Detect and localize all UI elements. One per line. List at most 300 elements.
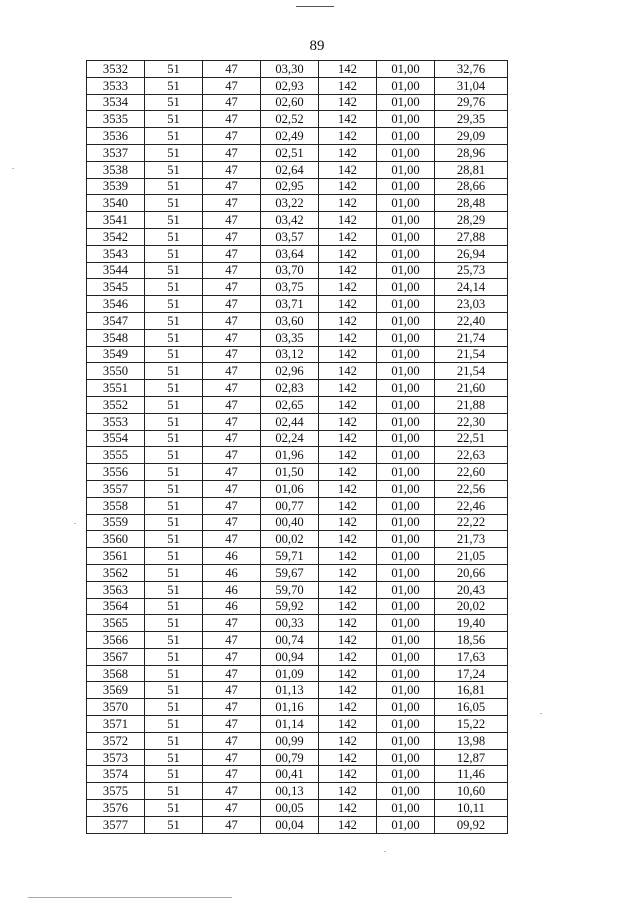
table-row bbox=[87, 632, 508, 649]
col2-cell: 51 bbox=[145, 212, 203, 229]
col3-cell: 47 bbox=[203, 380, 261, 397]
col3-cell: 47 bbox=[203, 296, 261, 313]
col7-cell: 21,54 bbox=[435, 346, 508, 363]
col4-cell: 03,71 bbox=[261, 296, 319, 313]
col2-cell: 51 bbox=[145, 665, 203, 682]
id-cell: 3533 bbox=[87, 77, 145, 94]
col3-cell: 47 bbox=[203, 447, 261, 464]
col2-cell: 51 bbox=[145, 128, 203, 145]
col4-cell: 00,99 bbox=[261, 732, 319, 749]
col6-cell: 01,00 bbox=[377, 413, 435, 430]
col2-cell: 51 bbox=[145, 61, 203, 78]
table-row bbox=[87, 447, 508, 464]
col7-cell: 29,35 bbox=[435, 111, 508, 128]
col3-cell: 47 bbox=[203, 783, 261, 800]
table-row bbox=[87, 783, 508, 800]
col3-cell: 47 bbox=[203, 430, 261, 447]
col2-cell: 51 bbox=[145, 564, 203, 581]
col4-cell: 03,64 bbox=[261, 245, 319, 262]
table-row bbox=[87, 749, 508, 766]
col5-cell: 142 bbox=[319, 296, 377, 313]
table-row bbox=[87, 144, 508, 161]
col3-cell: 47 bbox=[203, 262, 261, 279]
table-row bbox=[87, 480, 508, 497]
id-cell: 3543 bbox=[87, 245, 145, 262]
col7-cell: 22,30 bbox=[435, 413, 508, 430]
col7-cell: 21,88 bbox=[435, 396, 508, 413]
col2-cell: 51 bbox=[145, 279, 203, 296]
col3-cell: 47 bbox=[203, 128, 261, 145]
col5-cell: 142 bbox=[319, 447, 377, 464]
id-cell: 3572 bbox=[87, 732, 145, 749]
col2-cell: 51 bbox=[145, 380, 203, 397]
col5-cell: 142 bbox=[319, 413, 377, 430]
id-cell: 3560 bbox=[87, 531, 145, 548]
col7-cell: 21,74 bbox=[435, 329, 508, 346]
col4-cell: 02,65 bbox=[261, 396, 319, 413]
col6-cell: 01,00 bbox=[377, 380, 435, 397]
col3-cell: 47 bbox=[203, 615, 261, 632]
col6-cell: 01,00 bbox=[377, 531, 435, 548]
col2-cell: 51 bbox=[145, 581, 203, 598]
col3-cell: 47 bbox=[203, 665, 261, 682]
col3-cell: 47 bbox=[203, 195, 261, 212]
col3-cell: 47 bbox=[203, 245, 261, 262]
col2-cell: 51 bbox=[145, 800, 203, 817]
col3-cell: 47 bbox=[203, 77, 261, 94]
col2-cell: 51 bbox=[145, 161, 203, 178]
col4-cell: 59,70 bbox=[261, 581, 319, 598]
col4-cell: 02,96 bbox=[261, 363, 319, 380]
id-cell: 3544 bbox=[87, 262, 145, 279]
col2-cell: 51 bbox=[145, 615, 203, 632]
col7-cell: 28,48 bbox=[435, 195, 508, 212]
col3-cell: 47 bbox=[203, 363, 261, 380]
col2-cell: 51 bbox=[145, 413, 203, 430]
col7-cell: 29,76 bbox=[435, 94, 508, 111]
id-cell: 3552 bbox=[87, 396, 145, 413]
col6-cell: 01,00 bbox=[377, 430, 435, 447]
col6-cell: 01,00 bbox=[377, 178, 435, 195]
col6-cell: 01,00 bbox=[377, 195, 435, 212]
col3-cell: 47 bbox=[203, 279, 261, 296]
col6-cell: 01,00 bbox=[377, 94, 435, 111]
col5-cell: 142 bbox=[319, 329, 377, 346]
id-cell: 3550 bbox=[87, 363, 145, 380]
col7-cell: 24,14 bbox=[435, 279, 508, 296]
col6-cell: 01,00 bbox=[377, 732, 435, 749]
table-row bbox=[87, 195, 508, 212]
col3-cell: 47 bbox=[203, 816, 261, 833]
col6-cell: 01,00 bbox=[377, 800, 435, 817]
table-row bbox=[87, 816, 508, 833]
col5-cell: 142 bbox=[319, 598, 377, 615]
col5-cell: 142 bbox=[319, 61, 377, 78]
table-row bbox=[87, 682, 508, 699]
col2-cell: 51 bbox=[145, 497, 203, 514]
col4-cell: 02,49 bbox=[261, 128, 319, 145]
col6-cell: 01,00 bbox=[377, 749, 435, 766]
col6-cell: 01,00 bbox=[377, 716, 435, 733]
col7-cell: 09,92 bbox=[435, 816, 508, 833]
col4-cell: 02,83 bbox=[261, 380, 319, 397]
col7-cell: 17,63 bbox=[435, 648, 508, 665]
col3-cell: 47 bbox=[203, 648, 261, 665]
col7-cell: 13,98 bbox=[435, 732, 508, 749]
id-cell: 3562 bbox=[87, 564, 145, 581]
table-row bbox=[87, 648, 508, 665]
col4-cell: 03,57 bbox=[261, 228, 319, 245]
col3-cell: 47 bbox=[203, 732, 261, 749]
col7-cell: 23,03 bbox=[435, 296, 508, 313]
col2-cell: 51 bbox=[145, 732, 203, 749]
col6-cell: 01,00 bbox=[377, 61, 435, 78]
table-row bbox=[87, 77, 508, 94]
col6-cell: 01,00 bbox=[377, 632, 435, 649]
col2-cell: 51 bbox=[145, 346, 203, 363]
id-cell: 3541 bbox=[87, 212, 145, 229]
col4-cell: 00,33 bbox=[261, 615, 319, 632]
id-cell: 3561 bbox=[87, 548, 145, 565]
col5-cell: 142 bbox=[319, 648, 377, 665]
col4-cell: 03,35 bbox=[261, 329, 319, 346]
col4-cell: 00,41 bbox=[261, 766, 319, 783]
col6-cell: 01,00 bbox=[377, 615, 435, 632]
col6-cell: 01,00 bbox=[377, 396, 435, 413]
col2-cell: 51 bbox=[145, 766, 203, 783]
scan-speck bbox=[74, 523, 76, 524]
col7-cell: 21,05 bbox=[435, 548, 508, 565]
col6-cell: 01,00 bbox=[377, 564, 435, 581]
col4-cell: 01,16 bbox=[261, 699, 319, 716]
col2-cell: 51 bbox=[145, 228, 203, 245]
col3-cell: 47 bbox=[203, 178, 261, 195]
col4-cell: 01,13 bbox=[261, 682, 319, 699]
col6-cell: 01,00 bbox=[377, 766, 435, 783]
col3-cell: 47 bbox=[203, 749, 261, 766]
col6-cell: 01,00 bbox=[377, 699, 435, 716]
col5-cell: 142 bbox=[319, 94, 377, 111]
id-cell: 3553 bbox=[87, 413, 145, 430]
col4-cell: 00,05 bbox=[261, 800, 319, 817]
id-cell: 3573 bbox=[87, 749, 145, 766]
col5-cell: 142 bbox=[319, 228, 377, 245]
id-cell: 3556 bbox=[87, 464, 145, 481]
id-cell: 3568 bbox=[87, 665, 145, 682]
col4-cell: 00,40 bbox=[261, 514, 319, 531]
col7-cell: 27,88 bbox=[435, 228, 508, 245]
col3-cell: 47 bbox=[203, 632, 261, 649]
col5-cell: 142 bbox=[319, 380, 377, 397]
col5-cell: 142 bbox=[319, 699, 377, 716]
col4-cell: 00,94 bbox=[261, 648, 319, 665]
col2-cell: 51 bbox=[145, 447, 203, 464]
col6-cell: 01,00 bbox=[377, 648, 435, 665]
col7-cell: 22,22 bbox=[435, 514, 508, 531]
col5-cell: 142 bbox=[319, 464, 377, 481]
col2-cell: 51 bbox=[145, 296, 203, 313]
col5-cell: 142 bbox=[319, 531, 377, 548]
id-cell: 3534 bbox=[87, 94, 145, 111]
col3-cell: 47 bbox=[203, 699, 261, 716]
col7-cell: 28,96 bbox=[435, 144, 508, 161]
col4-cell: 59,71 bbox=[261, 548, 319, 565]
col5-cell: 142 bbox=[319, 682, 377, 699]
col2-cell: 51 bbox=[145, 514, 203, 531]
col4-cell: 01,14 bbox=[261, 716, 319, 733]
table-row bbox=[87, 396, 508, 413]
table-row bbox=[87, 228, 508, 245]
col2-cell: 51 bbox=[145, 245, 203, 262]
table-row bbox=[87, 245, 508, 262]
col6-cell: 01,00 bbox=[377, 212, 435, 229]
col5-cell: 142 bbox=[319, 564, 377, 581]
id-cell: 3540 bbox=[87, 195, 145, 212]
col2-cell: 51 bbox=[145, 430, 203, 447]
col6-cell: 01,00 bbox=[377, 228, 435, 245]
col6-cell: 01,00 bbox=[377, 447, 435, 464]
col7-cell: 21,73 bbox=[435, 531, 508, 548]
id-cell: 3555 bbox=[87, 447, 145, 464]
col2-cell: 51 bbox=[145, 363, 203, 380]
col5-cell: 142 bbox=[319, 262, 377, 279]
id-cell: 3557 bbox=[87, 480, 145, 497]
table-row bbox=[87, 111, 508, 128]
col3-cell: 47 bbox=[203, 144, 261, 161]
col5-cell: 142 bbox=[319, 548, 377, 565]
col6-cell: 01,00 bbox=[377, 598, 435, 615]
col5-cell: 142 bbox=[319, 279, 377, 296]
col3-cell: 47 bbox=[203, 212, 261, 229]
col6-cell: 01,00 bbox=[377, 144, 435, 161]
col2-cell: 51 bbox=[145, 144, 203, 161]
col6-cell: 01,00 bbox=[377, 514, 435, 531]
col4-cell: 02,60 bbox=[261, 94, 319, 111]
col4-cell: 03,30 bbox=[261, 61, 319, 78]
col4-cell: 00,77 bbox=[261, 497, 319, 514]
col5-cell: 142 bbox=[319, 800, 377, 817]
col7-cell: 15,22 bbox=[435, 716, 508, 733]
col7-cell: 21,60 bbox=[435, 380, 508, 397]
table-row bbox=[87, 296, 508, 313]
col4-cell: 01,96 bbox=[261, 447, 319, 464]
id-cell: 3575 bbox=[87, 783, 145, 800]
col5-cell: 142 bbox=[319, 816, 377, 833]
col7-cell: 22,46 bbox=[435, 497, 508, 514]
col7-cell: 11,46 bbox=[435, 766, 508, 783]
col3-cell: 47 bbox=[203, 497, 261, 514]
table-row bbox=[87, 716, 508, 733]
table-row bbox=[87, 564, 508, 581]
col3-cell: 46 bbox=[203, 564, 261, 581]
col2-cell: 51 bbox=[145, 531, 203, 548]
col4-cell: 02,93 bbox=[261, 77, 319, 94]
col5-cell: 142 bbox=[319, 497, 377, 514]
col2-cell: 51 bbox=[145, 396, 203, 413]
table-body bbox=[87, 61, 508, 834]
col5-cell: 142 bbox=[319, 312, 377, 329]
col6-cell: 01,00 bbox=[377, 245, 435, 262]
id-cell: 3549 bbox=[87, 346, 145, 363]
col4-cell: 02,44 bbox=[261, 413, 319, 430]
col7-cell: 26,94 bbox=[435, 245, 508, 262]
col5-cell: 142 bbox=[319, 363, 377, 380]
col6-cell: 01,00 bbox=[377, 363, 435, 380]
col4-cell: 02,24 bbox=[261, 430, 319, 447]
id-cell: 3547 bbox=[87, 312, 145, 329]
col7-cell: 31,04 bbox=[435, 77, 508, 94]
table-row bbox=[87, 800, 508, 817]
col7-cell: 25,73 bbox=[435, 262, 508, 279]
col7-cell: 20,02 bbox=[435, 598, 508, 615]
col7-cell: 32,76 bbox=[435, 61, 508, 78]
col5-cell: 142 bbox=[319, 581, 377, 598]
col3-cell: 47 bbox=[203, 346, 261, 363]
col2-cell: 51 bbox=[145, 699, 203, 716]
col5-cell: 142 bbox=[319, 632, 377, 649]
col3-cell: 47 bbox=[203, 800, 261, 817]
col7-cell: 28,66 bbox=[435, 178, 508, 195]
col2-cell: 51 bbox=[145, 94, 203, 111]
col4-cell: 03,70 bbox=[261, 262, 319, 279]
col5-cell: 142 bbox=[319, 161, 377, 178]
col5-cell: 142 bbox=[319, 749, 377, 766]
col3-cell: 47 bbox=[203, 716, 261, 733]
table-row bbox=[87, 329, 508, 346]
col3-cell: 46 bbox=[203, 581, 261, 598]
table-row bbox=[87, 464, 508, 481]
id-cell: 3546 bbox=[87, 296, 145, 313]
id-cell: 3545 bbox=[87, 279, 145, 296]
id-cell: 3569 bbox=[87, 682, 145, 699]
table-row bbox=[87, 212, 508, 229]
col6-cell: 01,00 bbox=[377, 464, 435, 481]
col4-cell: 03,22 bbox=[261, 195, 319, 212]
col4-cell: 01,50 bbox=[261, 464, 319, 481]
col5-cell: 142 bbox=[319, 615, 377, 632]
table-row bbox=[87, 279, 508, 296]
col2-cell: 51 bbox=[145, 548, 203, 565]
col6-cell: 01,00 bbox=[377, 77, 435, 94]
col4-cell: 03,75 bbox=[261, 279, 319, 296]
id-cell: 3539 bbox=[87, 178, 145, 195]
table-row bbox=[87, 161, 508, 178]
table-row bbox=[87, 363, 508, 380]
table-row bbox=[87, 178, 508, 195]
col5-cell: 142 bbox=[319, 480, 377, 497]
id-cell: 3535 bbox=[87, 111, 145, 128]
col7-cell: 16,81 bbox=[435, 682, 508, 699]
col6-cell: 01,00 bbox=[377, 161, 435, 178]
table-row bbox=[87, 128, 508, 145]
col4-cell: 02,51 bbox=[261, 144, 319, 161]
col7-cell: 12,87 bbox=[435, 749, 508, 766]
col5-cell: 142 bbox=[319, 732, 377, 749]
col5-cell: 142 bbox=[319, 111, 377, 128]
scan-speck bbox=[12, 168, 14, 169]
col2-cell: 51 bbox=[145, 329, 203, 346]
col6-cell: 01,00 bbox=[377, 262, 435, 279]
data-table bbox=[86, 60, 508, 834]
col4-cell: 00,74 bbox=[261, 632, 319, 649]
col5-cell: 142 bbox=[319, 128, 377, 145]
col6-cell: 01,00 bbox=[377, 279, 435, 296]
col4-cell: 59,67 bbox=[261, 564, 319, 581]
col5-cell: 142 bbox=[319, 665, 377, 682]
col3-cell: 47 bbox=[203, 329, 261, 346]
col3-cell: 47 bbox=[203, 531, 261, 548]
col7-cell: 22,63 bbox=[435, 447, 508, 464]
col2-cell: 51 bbox=[145, 480, 203, 497]
table-row bbox=[87, 766, 508, 783]
col6-cell: 01,00 bbox=[377, 682, 435, 699]
page-number: 89 bbox=[309, 38, 325, 54]
col4-cell: 00,79 bbox=[261, 749, 319, 766]
col7-cell: 28,81 bbox=[435, 161, 508, 178]
col3-cell: 47 bbox=[203, 396, 261, 413]
table-row bbox=[87, 380, 508, 397]
col5-cell: 142 bbox=[319, 396, 377, 413]
col2-cell: 51 bbox=[145, 77, 203, 94]
col6-cell: 01,00 bbox=[377, 497, 435, 514]
col3-cell: 46 bbox=[203, 548, 261, 565]
col2-cell: 51 bbox=[145, 464, 203, 481]
col5-cell: 142 bbox=[319, 178, 377, 195]
col4-cell: 03,12 bbox=[261, 346, 319, 363]
id-cell: 3565 bbox=[87, 615, 145, 632]
col6-cell: 01,00 bbox=[377, 111, 435, 128]
col2-cell: 51 bbox=[145, 195, 203, 212]
col4-cell: 02,64 bbox=[261, 161, 319, 178]
id-cell: 3551 bbox=[87, 380, 145, 397]
table-row bbox=[87, 346, 508, 363]
id-cell: 3542 bbox=[87, 228, 145, 245]
col7-cell: 22,51 bbox=[435, 430, 508, 447]
col6-cell: 01,00 bbox=[377, 480, 435, 497]
scan-speck bbox=[384, 851, 386, 852]
footer-rule bbox=[28, 897, 232, 898]
col4-cell: 03,42 bbox=[261, 212, 319, 229]
table-row bbox=[87, 413, 508, 430]
col4-cell: 00,04 bbox=[261, 816, 319, 833]
id-cell: 3571 bbox=[87, 716, 145, 733]
col6-cell: 01,00 bbox=[377, 581, 435, 598]
col4-cell: 00,02 bbox=[261, 531, 319, 548]
table-row bbox=[87, 94, 508, 111]
col7-cell: 22,56 bbox=[435, 480, 508, 497]
id-cell: 3558 bbox=[87, 497, 145, 514]
col7-cell: 10,11 bbox=[435, 800, 508, 817]
table-row bbox=[87, 312, 508, 329]
col2-cell: 51 bbox=[145, 312, 203, 329]
col5-cell: 142 bbox=[319, 144, 377, 161]
col6-cell: 01,00 bbox=[377, 312, 435, 329]
col7-cell: 20,66 bbox=[435, 564, 508, 581]
id-cell: 3566 bbox=[87, 632, 145, 649]
col6-cell: 01,00 bbox=[377, 296, 435, 313]
col3-cell: 47 bbox=[203, 61, 261, 78]
col3-cell: 47 bbox=[203, 312, 261, 329]
table-row bbox=[87, 61, 508, 78]
col6-cell: 01,00 bbox=[377, 816, 435, 833]
col7-cell: 16,05 bbox=[435, 699, 508, 716]
col6-cell: 01,00 bbox=[377, 128, 435, 145]
id-cell: 3548 bbox=[87, 329, 145, 346]
table-row bbox=[87, 598, 508, 615]
col7-cell: 21,54 bbox=[435, 363, 508, 380]
header-rule bbox=[296, 6, 334, 7]
col4-cell: 02,52 bbox=[261, 111, 319, 128]
